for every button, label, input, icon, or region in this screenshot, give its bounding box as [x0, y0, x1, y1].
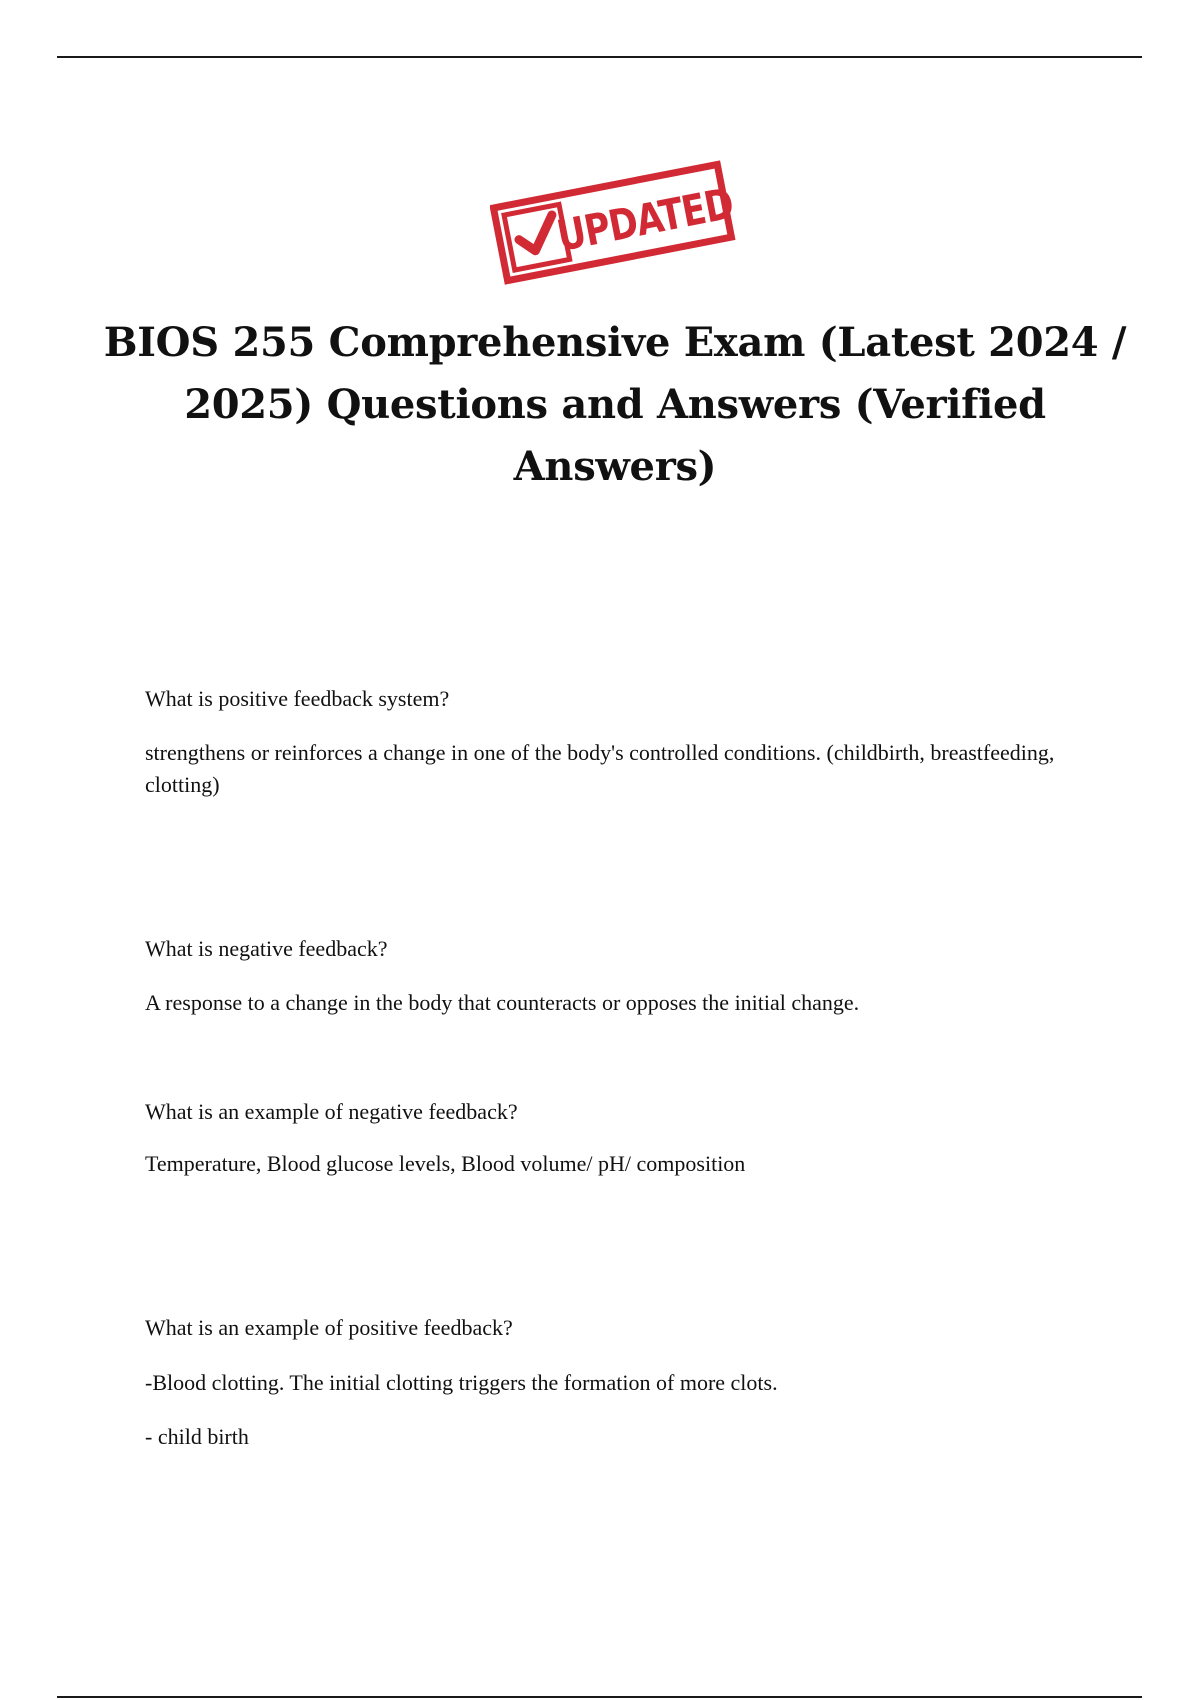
svg-text:UPDATED: UPDATED — [553, 179, 738, 262]
top-rule — [57, 56, 1142, 58]
question-1: What is positive feedback system? — [145, 686, 450, 711]
updated-stamp-graphic — [490, 155, 740, 285]
answer-4-extra: - child birth — [145, 1424, 249, 1449]
answer-3: Temperature, Blood glucose levels, Blood volume/ pH/ composition — [145, 1151, 746, 1176]
question-2: What is negative feedback? — [145, 936, 388, 961]
answer-1: strengthens or reinforces a change in one of the body's controlled conditions. (childbirth, breastfeeding, clotting) — [145, 740, 1055, 797]
question-4: What is an example of positive feedback? — [145, 1315, 513, 1340]
updated-stamp — [490, 155, 740, 285]
answer-2: A response to a change in the body that counteracts or opposes the initial change. — [145, 990, 860, 1015]
bottom-rule — [57, 1696, 1142, 1698]
answer-4: -Blood clotting. The initial clotting triggers the formation of more clots. — [145, 1370, 778, 1395]
question-3: What is an example of negative feedback? — [145, 1099, 518, 1124]
page-title: BIOS 255 Comprehensive Exam (Latest 2024 / 2025) Questions and Answers (Verified Answers) — [103, 319, 1127, 490]
